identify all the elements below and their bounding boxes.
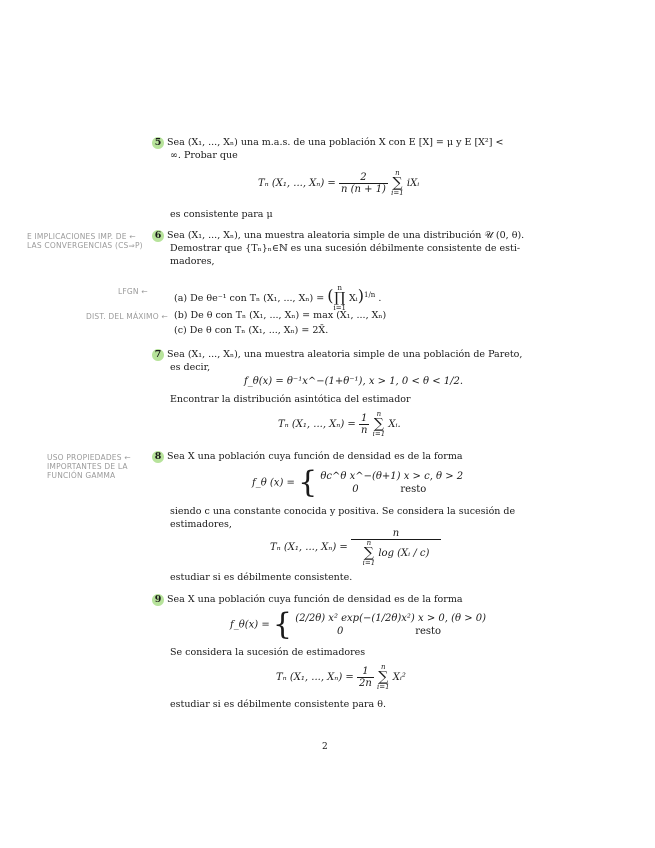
problem-6-line-1: 6 Sea (X₁, ..., Xₙ), una muestra aleatoria simple de una distribución 𝒰 (0, θ).: [152, 230, 524, 242]
problem-number-badge: 6: [152, 230, 164, 242]
problem-6-item-c: (c) De θ con Tₙ (X₁, ..., Xₙ) = 2X̄.: [174, 325, 329, 336]
problem-7-density: f_θ(x) = θ⁻¹x^−(1+θ⁻¹), x > 1, 0 < θ < 1/2.: [244, 376, 464, 387]
problem-number-badge: 5: [152, 137, 164, 149]
problem-9-formula: Tₙ (X₁, ..., Xₙ) = $\frac{1}{2n}$ n ∑ i=1 Xᵢ²: [276, 663, 406, 691]
sum-symbol: n ∑ i=1: [372, 410, 386, 438]
margin-note-convergences: E IMPLICACIONES IMP. DE ← LAS CONVERGENCIAS (CS⇒P): [27, 232, 143, 250]
fraction: $\frac{2}{n (n + 1)}$: [341, 172, 386, 195]
problem-7-line-2: es decir,: [170, 362, 211, 373]
margin-note-gamma: USO PROPIEDADES ← IMPORTANTES DE LA FUNCIÓN GAMMA: [47, 453, 131, 480]
sum-symbol: n ∑ i=1: [362, 539, 376, 567]
problem-9-line-1: 9 Sea X una población cuya función de densidad es de la forma: [152, 594, 463, 606]
problem-8-line-1: 8 Sea X una población cuya función de densidad es de la forma: [152, 451, 463, 463]
problem-8-line-4: estudiar si es débilmente consistente.: [170, 572, 353, 583]
problem-5-formula: Tₙ (X₁, ..., Xₙ) = $\frac{2}{n (n + 1)}$ n ∑ i=1 iXᵢ: [258, 169, 420, 197]
fraction: $\frac{1}{2n}$: [359, 666, 372, 689]
problem-6-item-b: (b) De θ con Tₙ (X₁, ..., Xₙ) = max (X₁, ..., Xₙ): [174, 310, 387, 321]
fraction: n n ∑ i=1 log (Xᵢ / c): [351, 528, 441, 567]
problem-8-line-3: estimadores,: [170, 519, 232, 530]
sum-symbol: n ∑ i=1: [377, 663, 390, 691]
problem-7-formula: Tₙ (X₁, ..., Xₙ) = $\frac{1}{n}$ n ∑ i=1 Xᵢ.: [278, 410, 401, 438]
problem-9-line-3: estudiar si es débilmente consistente para θ.: [170, 699, 386, 710]
problem-5-line-2: ∞. Probar que: [170, 150, 238, 161]
problem-9-density: f_θ(x) = { (2/2θ) x² exp(−(1/2θ)x²) x > 0, (θ > 0) 0 resto: [230, 607, 487, 642]
problem-number-badge: 7: [152, 349, 164, 361]
product-symbol: n ∏ i=1: [333, 284, 347, 312]
problem-number-badge: 8: [152, 451, 164, 463]
fraction: $\frac{1}{n}$: [361, 413, 368, 436]
margin-note-lfgn: LFGN ←: [118, 287, 148, 296]
problem-number-badge: 9: [152, 594, 164, 606]
problem-8-line-2: siendo c una constante conocida y positiva. Se considera la sucesión de: [170, 506, 516, 517]
problem-8-formula: Tₙ (X₁, ..., Xₙ) = n n ∑ i=1 log (Xᵢ / c): [270, 528, 441, 567]
margin-note-max: DIST. DEL MÁXIMO ←: [86, 312, 168, 321]
problem-9-line-2: Se considera la sucesión de estimadores: [170, 647, 366, 658]
sum-symbol: n ∑ i=1: [391, 169, 404, 197]
problem-8-density: f_θ (x) = { θc^θ x^−(θ+1) x > c, θ > 2 0 resto: [252, 465, 464, 500]
problem-5-conclusion: es consistente para μ: [170, 209, 273, 220]
problem-6-item-a: (a) De θe⁻¹ con Tₙ (X₁, ..., Xₙ) = ( n ∏ i=1 Xᵢ)$^{1/n}$ .: [174, 284, 382, 312]
problem-6-line-2: Demostrar que {Tₙ}ₙ∈ℕ es una sucesión débilmente consistente de esti-: [170, 243, 521, 254]
problem-7-line-3: Encontrar la distribución asintótica del estimador: [170, 394, 411, 405]
page-number: 2: [322, 742, 328, 752]
problem-5-line-1: 5 Sea (X₁, ..., Xₙ) una m.a.s. de una población X con E [X] = μ y E [X²] <: [152, 137, 503, 149]
problem-7-line-1: 7 Sea (X₁, ..., Xₙ), una muestra aleatoria simple de una población de Pareto,: [152, 349, 522, 361]
problem-6-line-3: madores,: [170, 256, 215, 267]
